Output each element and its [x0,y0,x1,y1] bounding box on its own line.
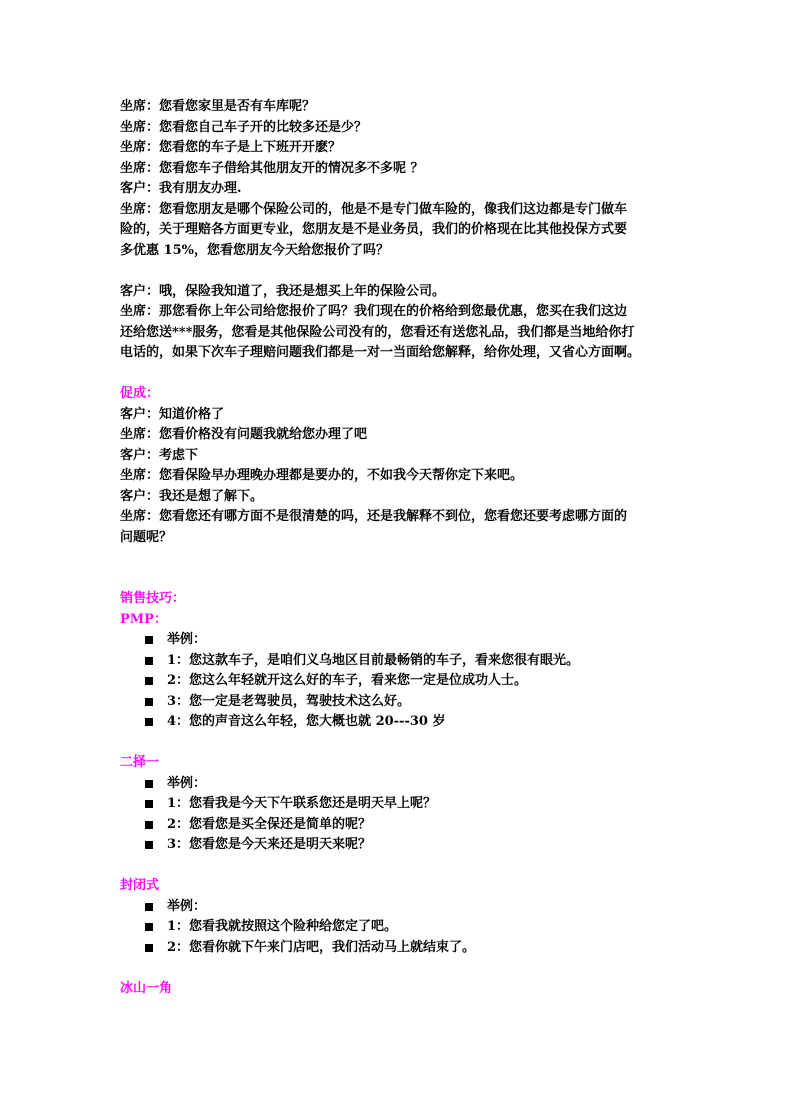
dialogue-section-1 [120,97,680,261]
dialogue-line: 坐席：您看您家里是否有车库呢？ [120,99,316,114]
square-bullet-icon [145,657,153,665]
bullet-text: 1：您看我是今天下午联系您还是明天早上呢？ [167,796,437,811]
square-bullet-icon [145,718,153,726]
dialogue-line: 还给您送***服务，您看是其他保险公司没有的，您看还有送您礼品，我们都是当地给你打 [120,324,635,340]
bullet-item [120,630,680,651]
bullet-text: 2：您看您是买全保还是简单的呢？ [167,816,372,832]
dialogue-line: 客户：我有朋友办理. [120,181,242,196]
dialogue-line: 问题呢？ [120,529,173,545]
square-bullet-icon [145,780,153,788]
bullet-text: 举例： [167,898,207,914]
bullet-text: 2：您这么年轻就开这么好的车子，看来您一定是位成功人士。 [167,673,528,688]
spacer [120,364,680,385]
bullet-text: 举例： [167,632,207,647]
dialogue-line: 客户：我还是想了解下。 [120,488,264,504]
sales-skills-heading: 销售技巧： [120,591,186,606]
square-bullet-icon [145,841,153,849]
square-bullet-icon [145,636,153,644]
dialogue-line: 多优惠 15%，您看您朋友今天给您报价了吗？ [120,242,389,258]
document-page [120,97,680,999]
square-bullet-icon [145,821,153,829]
closing-heading: 促成： [120,386,160,401]
iceberg-heading: 冰山一角 [120,980,173,996]
bullet-item [120,815,680,836]
choice-heading: 二择一 [120,755,160,770]
closing-section [120,384,680,548]
square-bullet-icon [145,923,153,931]
bullet-text: 1：您这款车子，是咱们义乌地区目前最畅销的车子，看来您很有眼光。 [167,652,580,668]
pmp-heading: PMP： [120,611,167,627]
square-bullet-icon [145,944,153,952]
dialogue-line: 坐席：您看您自己车子开的比较多还是少？ [120,119,368,135]
square-bullet-icon [145,903,153,911]
spacer [120,856,680,877]
bullet-item [120,671,680,692]
square-bullet-icon [145,677,153,685]
dialogue-line: 坐席：您看您还有哪方面不是很清楚的吗，还是我解释不到位，您看您还要考虑哪方面的 [120,509,628,524]
dialogue-line: 坐席：您看您的车子是上下班开开麽？ [120,140,342,155]
closed-heading: 封闭式 [120,878,160,893]
dialogue-line: 客户：知道价格了 [120,406,225,422]
dialogue-line: 电话的，如果下次车子理赔问题我们都是一对一当面给您解释，给你处理，又省心方面啊。 [120,345,641,360]
bullet-text: 1：您看我就按照这个险种给您定了吧。 [167,919,398,934]
dialogue-line: 坐席：您看您朋友是哪个保险公司的，他是不是专门做车险的，像我们这边都是专门做车 [120,201,628,217]
spacer [120,733,680,754]
bullet-text: 3：您一定是老驾驶员，驾驶技术这么好。 [167,693,411,709]
square-bullet-icon [145,698,153,706]
dialogue-line: 客户：考虑下 [120,447,199,463]
bullet-text: 3：您看您是今天来还是明天来呢？ [167,837,372,852]
dialogue-line: 坐席：您看您车子借给其他朋友开的情况多不多呢 ？ [120,160,424,176]
bullet-item [120,794,680,815]
bullet-item [120,651,680,672]
bullet-item [120,774,680,795]
spacer [120,548,680,589]
bullet-item [120,835,680,856]
bullet-item [120,938,680,959]
dialogue-line: 坐席：您看保险早办理晚办理都是要办的，不如我今天帮你定下来吧。 [120,468,524,483]
square-bullet-icon [145,800,153,808]
dialogue-line: 客户：哦，保险我知道了，我还是想买上年的保险公司。 [120,283,446,299]
dialogue-line: 坐席：那您看你上年公司给您报价了吗？我们现在的价格给到您最优惠，您买在我们这边 [120,304,628,319]
bullet-item [120,692,680,713]
dialogue-line: 险的，关于理赔各方面更专业，您朋友是不是业务员，我们的价格现在比其他投保方式要 [120,222,628,237]
bullet-text: 举例： [167,775,207,791]
sales-skills-section [120,589,680,999]
bullet-text: 4：您的声音这么年轻，您大概也就 20---30 岁 [167,714,446,729]
bullet-item [120,917,680,938]
bullet-item [120,712,680,733]
bullet-item [120,897,680,918]
bullet-text: 2：您看你就下午来门店吧，我们活动马上就结束了。 [167,939,476,955]
dialogue-section-2 [120,282,680,364]
spacer [120,261,680,282]
dialogue-line: 坐席：您看价格没有问题我就给您办理了吧 [120,427,368,442]
spacer [120,958,680,979]
